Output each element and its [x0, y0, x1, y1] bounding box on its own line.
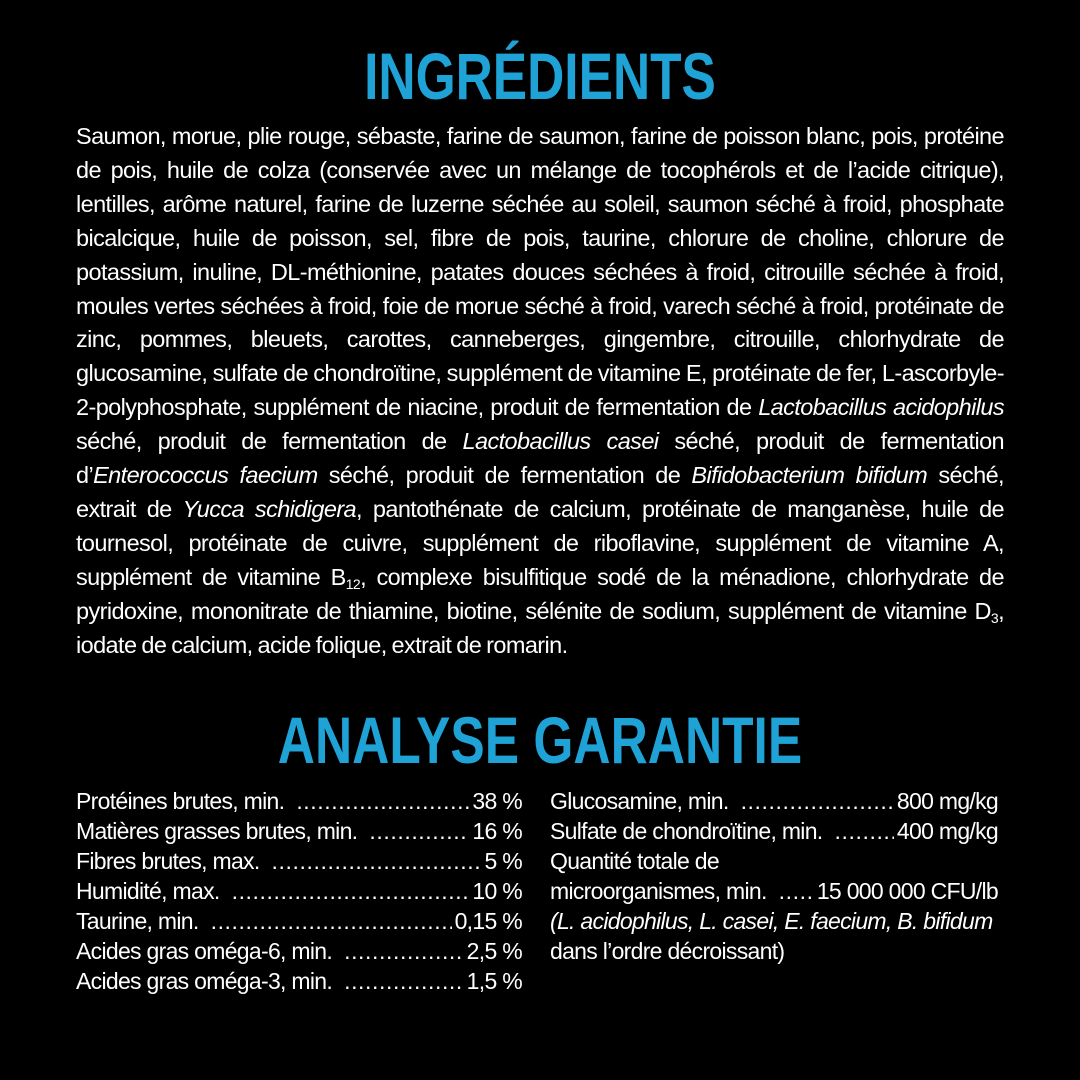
analysis-micro-note-italic: (L. acidophilus, L. casei, E. faecium, B. bifidum	[550, 908, 993, 934]
ingredients-segment-italic: Yucca schidigera	[182, 495, 357, 522]
dot-leader	[779, 876, 814, 906]
analysis-row-fat	[76, 816, 522, 846]
ingredients-segment: séché, produit de fermentation de	[76, 428, 463, 455]
analysis-label: microorganismes, min.	[550, 878, 767, 904]
analysis-row-microorganisms	[550, 876, 998, 906]
analysis-value: 16 %	[472, 818, 522, 844]
dot-leader	[272, 846, 482, 876]
analysis-label: Fibres brutes, max.	[76, 848, 260, 874]
analysis-row-fiber	[76, 846, 522, 876]
analysis-value: 15 000 000 CFU/lb	[816, 878, 998, 904]
analysis-row-taurine	[76, 906, 522, 936]
analysis-label: Matières grasses brutes, min.	[76, 818, 358, 844]
analysis-row-omega6	[76, 936, 522, 966]
analysis-value: 5 %	[484, 848, 522, 874]
analysis-row-protein	[76, 786, 522, 816]
analysis-label: Glucosamine, min.	[550, 788, 729, 814]
analysis-title: ANALYSE GARANTIE	[277, 703, 803, 777]
analysis-label: Sulfate de chondroïtine, min.	[550, 818, 823, 844]
analysis-value: 10 %	[472, 878, 522, 904]
analysis-value: 38 %	[472, 788, 522, 814]
dot-leader	[232, 876, 470, 906]
dot-leader	[741, 786, 894, 816]
dot-leader	[344, 936, 464, 966]
analysis-label: Humidité, max.	[76, 878, 220, 904]
analysis-label: Taurine, min.	[76, 908, 199, 934]
analysis-micro-note-2: dans l’ordre décroissant)	[550, 938, 785, 964]
analysis-label: Protéines brutes, min.	[76, 788, 285, 814]
analysis-micro-heading: Quantité totale de	[550, 848, 719, 874]
analysis-right-column	[550, 786, 998, 966]
analysis-value: 1,5 %	[466, 968, 522, 994]
analysis-row-omega3	[76, 966, 522, 996]
dot-leader	[369, 816, 469, 846]
ingredients-segment: séché, produit de fermentation d’	[76, 428, 1005, 489]
analysis-row-chondroitin	[550, 816, 998, 846]
subscript-12: 12	[345, 575, 361, 592]
ingredients-segment-italic: Enterococcus faecium	[93, 462, 318, 489]
analysis-label: Acides gras oméga-6, min.	[76, 938, 333, 964]
ingredients-segment-italic: Lactobacillus casei	[462, 428, 659, 455]
dot-leader	[211, 906, 452, 936]
ingredients-segment-italic: Lactobacillus acidophilus	[758, 394, 1004, 421]
ingredients-segment: Saumon, morue, plie rouge, sébaste, farine de saumon, farine de poisson blanc, pois, protéine de pois, huile de colza (conservée avec un mélange de tocophérols et de l’acide citrique), lentilles, arôme naturel, farine de luzerne séchée au soleil, saumon séché à froid, phosphate bicalcique, huile de poisson, sel, fibre de pois, taurine, chlorure de choline, chlorure de potassium, inuline, DL-méthionine, patates douces séchées à froid, citrouille séchée à froid, moules vertes séchées à froid, foie de morue séché à froid, varech séché à froid, protéinate de zinc, pommes, bleuets, carottes, canneberges, gingembre, citrouille, chlorhydrate de glucosamine, sulfate de chondroïtine, supplément de vitamine E, protéinate de fer, L-ascorbyle-2-polyphosphate, supplément de niacine, produit de fermentation de	[76, 123, 1004, 421]
ingredients-segment: séché, produit de fermentation de	[317, 462, 692, 489]
ingredients-segment: , iodate de calcium, acide folique, extrait de romarin.	[76, 597, 1004, 658]
analysis-value: 800 mg/kg	[896, 788, 998, 814]
ingredients-segment: , complexe bisulfitique sodé de la ménadione, chlorhydrate de pyridoxine, mononitrate de thiamine, biotine, sélénite de sodium, supplément de vitamine D	[76, 563, 1004, 624]
dot-leader	[296, 786, 469, 816]
analysis-row-glucosamine	[550, 786, 998, 816]
analysis-label: Acides gras oméga-3, min.	[76, 968, 333, 994]
analysis-value: 400 mg/kg	[896, 818, 998, 844]
dot-leader	[344, 966, 464, 996]
ingredients-text	[76, 120, 1004, 663]
analysis-value: 2,5 %	[466, 938, 522, 964]
ingredients-segment: séché, extrait de	[76, 462, 1004, 522]
ingredients-segment-italic: Bifidobacterium bifidum	[691, 462, 928, 489]
ingredients-title: INGRÉDIENTS	[364, 39, 716, 113]
analysis-left-column	[76, 786, 522, 996]
ingredients-segment: , pantothénate de calcium, protéinate de manganèse, huile de tournesol, protéinate de cuivre, supplément de riboflavine, supplément de vitamine A, supplément de vitamine B	[76, 495, 1005, 590]
analysis-row-moisture	[76, 876, 522, 906]
dot-leader	[835, 816, 894, 846]
analysis-value: 0,15 %	[454, 908, 522, 934]
subscript-3: 3	[990, 609, 999, 626]
analysis-micro-note	[550, 906, 998, 936]
